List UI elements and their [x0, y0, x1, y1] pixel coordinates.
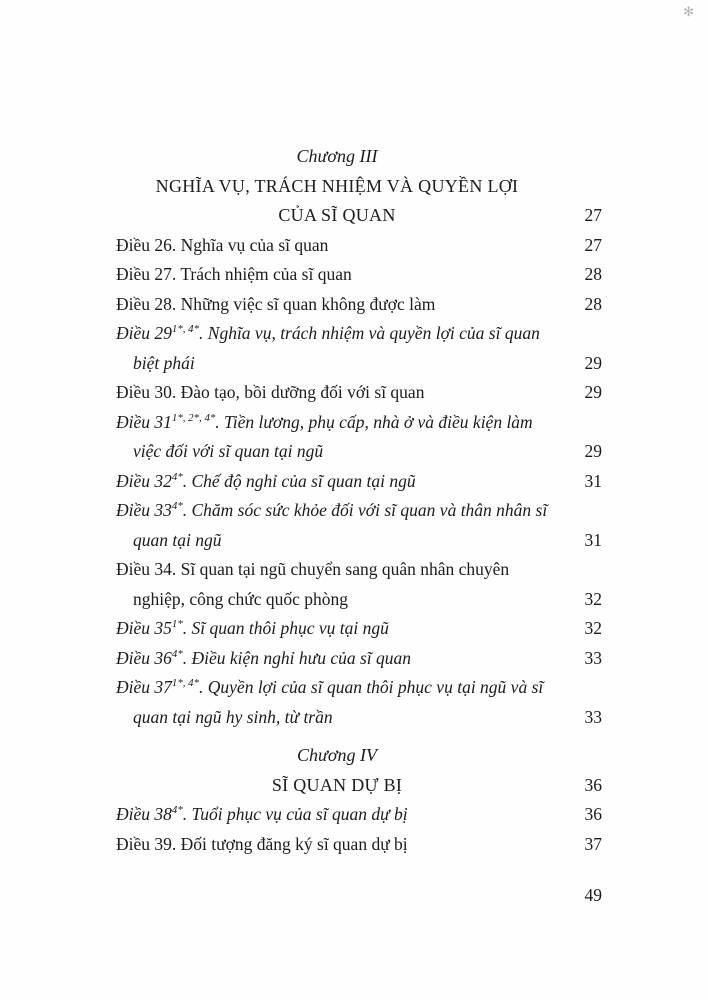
superscript-note: 4*	[171, 500, 183, 513]
toc-entry-text: Điều 30. Đào tạo, bồi dưỡng đối với sĩ quan	[116, 382, 425, 402]
toc-entry	[116, 260, 602, 290]
entry-page-number: 29	[584, 441, 602, 461]
toc-entry	[116, 830, 602, 860]
toc-entry	[116, 467, 602, 497]
toc-entry	[116, 408, 602, 467]
toc-entry	[116, 231, 602, 261]
toc-sections	[116, 142, 602, 859]
entry-page-number: 32	[584, 588, 602, 609]
toc-entry-text: Điều 39. Đối tượng đăng ký sĩ quan dự bị	[116, 833, 408, 854]
toc-entry-text: Điều $32^{4*}$. Chế độ nghỉ của sĩ quan tại ngũ	[116, 470, 416, 491]
folio-page-number: 49	[584, 885, 602, 905]
toc-entry	[116, 319, 602, 378]
toc-entry	[116, 555, 602, 614]
entry-page-number: 33	[584, 647, 602, 668]
superscript-note: 4*	[171, 804, 183, 817]
flower-ornament-icon: ✻	[683, 5, 694, 20]
page-footer	[116, 885, 602, 906]
entry-page-number: 37	[584, 833, 602, 854]
toc-entry	[116, 614, 602, 644]
entry-page-number: 33	[584, 706, 602, 727]
chapter-row	[116, 741, 602, 771]
entry-page-number: 28	[584, 293, 602, 314]
entry-page-number: 29	[584, 382, 602, 402]
toc-section	[116, 142, 602, 732]
chapter-title-row	[116, 201, 602, 231]
toc-entry-text: Điều $36^{4*}$. Điều kiện nghỉ hưu của sĩ quan	[116, 647, 412, 668]
superscript-note: 1*, 4*	[171, 677, 200, 690]
entry-page-number: 27	[584, 234, 602, 255]
entry-page-number: 31	[584, 529, 602, 550]
toc-entry-text: Điều $33^{4*}$. Chăm sóc sức khỏe đối với sĩ quan và thân nhân sĩ quan tại ngũ	[116, 500, 548, 550]
entry-page-number: 32	[584, 618, 602, 638]
toc-entry-text: Điều $29^{1*, 4*}$. Nghĩa vụ, trách nhiệm và quyền lợi của sĩ quan biệt phái	[116, 323, 540, 373]
entry-page-number: 28	[584, 264, 602, 284]
toc-entry	[116, 800, 602, 830]
toc-entry-text: Điều 34. Sĩ quan tại ngũ chuyển sang quân nhân chuyên nghiệp, công chức quốc phòng	[116, 559, 510, 609]
chapter-page-number: 27	[584, 205, 602, 225]
chapter-label: Chương IV	[297, 745, 377, 765]
chapter-label: Chương III	[296, 146, 378, 166]
chapter-title: NGHĨA VỤ, TRÁCH NHIỆM VÀ QUYỀN LỢI	[155, 175, 519, 196]
superscript-note: 4*	[171, 470, 183, 483]
superscript-note: 4*	[171, 647, 183, 660]
toc-entry-text: Điều 26. Nghĩa vụ của sĩ quan	[116, 234, 329, 255]
entry-page-number: 36	[584, 804, 602, 824]
superscript-note: 1*	[171, 618, 183, 631]
toc-entry	[116, 644, 602, 674]
toc-entry	[116, 673, 602, 732]
chapter-page-number: 36	[584, 774, 602, 795]
toc-entry	[116, 496, 602, 555]
toc-entry-text: Điều 27. Trách nhiệm của sĩ quan	[116, 264, 352, 284]
toc-entry-text: Điều $38^{4*}$. Tuổi phục vụ của sĩ quan dự bị	[116, 804, 408, 824]
toc-entry-text: Điều $31^{1*, 2*, 4*}$. Tiền lương, phụ cấp, nhà ở và điều kiện làm việc đối với sĩ quan tại ngũ	[116, 411, 533, 461]
chapter-title-row	[116, 771, 602, 801]
chapter-title: SĨ QUAN DỰ BỊ	[271, 774, 403, 795]
toc-entry-text: Điều 28. Những việc sĩ quan không được làm	[116, 293, 436, 314]
superscript-note: 1*, 2*, 4*	[171, 411, 216, 424]
entry-page-number: 31	[584, 470, 602, 491]
chapter-title: CỦA SĨ QUAN	[278, 205, 396, 225]
superscript-note: 1*, 4*	[171, 323, 200, 336]
toc-entry-text: Điều $35^{1*}$. Sĩ quan thôi phục vụ tại ngũ	[116, 618, 389, 638]
toc-entry	[116, 378, 602, 408]
entry-page-number: 29	[584, 352, 602, 373]
toc-entry	[116, 290, 602, 320]
toc-section	[116, 741, 602, 859]
chapter-title-row	[116, 172, 602, 202]
toc-entry-text: Điều $37^{1*, 4*}$. Quyền lợi của sĩ quan thôi phục vụ tại ngũ và sĩ quan tại ngũ hy sinh, từ trần	[116, 677, 544, 727]
chapter-row	[116, 142, 602, 172]
